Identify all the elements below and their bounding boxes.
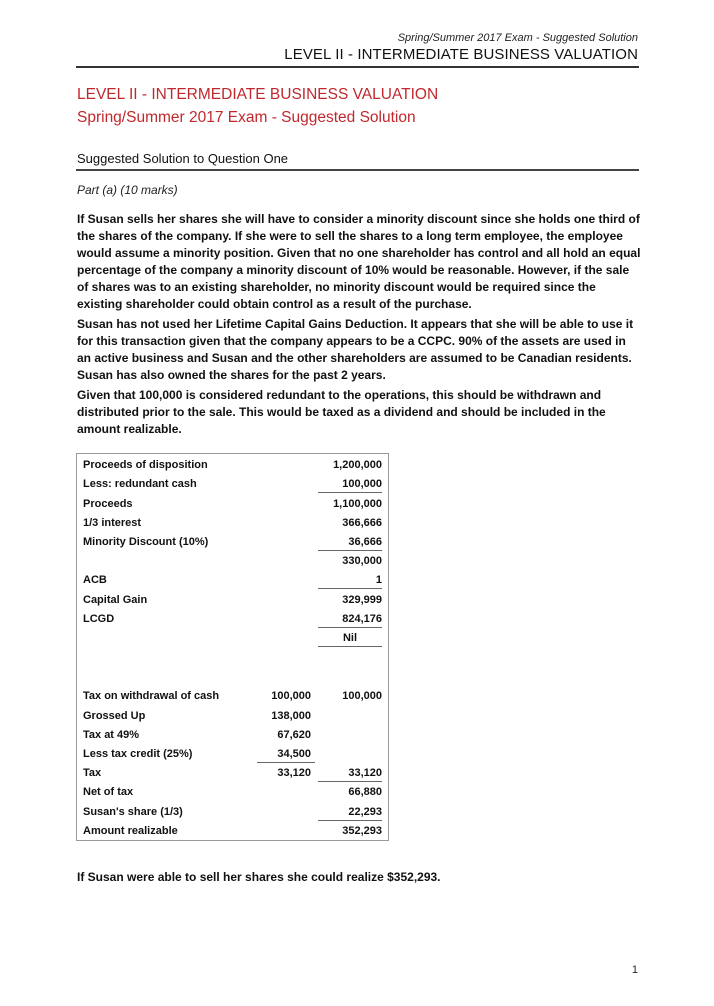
row-value: 33,120 (348, 767, 382, 779)
row-subtotal: 34,500 (277, 748, 311, 760)
question-heading: Suggested Solution to Question One (77, 151, 289, 166)
table-row (77, 474, 388, 493)
row-label: Minority Discount (10%) (83, 536, 209, 548)
row-label: 1/3 interest (83, 517, 142, 529)
row-label: Less tax credit (25%) (83, 748, 193, 760)
table-row (77, 570, 388, 589)
document-subtitle: Spring/Summer 2017 Exam - Suggested Solution (77, 109, 416, 126)
row-subtotal: 100,000 (271, 690, 311, 702)
row-label: Tax on withdrawal of cash (83, 690, 220, 702)
table-row (77, 744, 388, 763)
row-label: Net of tax (83, 786, 134, 798)
row-value: 1,200,000 (333, 459, 382, 471)
conclusion: If Susan were able to sell her shares she could realize $352,293. (77, 870, 441, 884)
question-divider (76, 169, 639, 171)
table-row (77, 494, 388, 513)
table-row (77, 590, 388, 609)
header-subtitle: Spring/Summer 2017 Exam - Suggested Solution (397, 32, 638, 44)
row-label: Capital Gain (83, 594, 148, 606)
row-subtotal: 33,120 (277, 767, 311, 779)
row-label: ACB (83, 574, 107, 586)
calculation-table (76, 453, 389, 841)
header-divider (76, 66, 639, 68)
underline (318, 646, 382, 647)
row-value: 22,293 (348, 806, 382, 818)
row-label: LCGD (83, 613, 115, 625)
table-row (77, 706, 388, 725)
paragraph-lcgd: Susan has not used her Lifetime Capital Gains Deduction. It appears that she will be able to use it for this transaction given that the company appears to be a CCPC. 90% of the assets are used in an active business and Susan and the other shareholders are assumed to be Canadian residents. Susan has also owned the shares for the past 2 years. (77, 317, 634, 382)
table-row (77, 802, 388, 821)
table-row (77, 821, 388, 840)
row-label: Less: redundant cash (83, 478, 197, 490)
document-title: LEVEL II - INTERMEDIATE BUSINESS VALUATION (77, 86, 439, 103)
underline (318, 588, 382, 589)
row-label: Tax at 49% (83, 729, 140, 741)
table-row (77, 455, 388, 474)
table-row (77, 686, 388, 705)
row-value: 1,100,000 (333, 498, 382, 510)
table-row (77, 628, 388, 647)
row-value: Nil (342, 632, 358, 644)
row-value: 330,000 (342, 555, 382, 567)
part-label: Part (a) (10 marks) (77, 183, 178, 197)
row-value: 1 (375, 574, 382, 586)
row-subtotal: 67,620 (277, 729, 311, 741)
row-label: Proceeds (83, 498, 133, 510)
table-row (77, 725, 388, 744)
paragraph-redundant-cash: Given that 100,000 is considered redundant to the operations, this should be withdrawn and distributed prior to the sale. This would be taxed as a dividend and should be included in the amount realizable. (77, 388, 606, 436)
row-label: Amount realizable (83, 825, 178, 837)
table-row (77, 532, 388, 551)
row-subtotal: 138,000 (271, 710, 311, 722)
row-label: Susan's share (1/3) (83, 806, 183, 818)
row-value: 100,000 (342, 690, 382, 702)
row-value: 366,666 (342, 517, 382, 529)
row-value: 100,000 (342, 478, 382, 490)
table-row (77, 513, 388, 532)
row-value: 824,176 (342, 613, 382, 625)
header-title: LEVEL II - INTERMEDIATE BUSINESS VALUATION (284, 46, 638, 63)
underline (318, 492, 382, 493)
row-value: 66,880 (348, 786, 382, 798)
row-value: 36,666 (348, 536, 382, 548)
row-label: Proceeds of disposition (83, 459, 208, 471)
table-row (77, 609, 388, 628)
row-value: 329,999 (342, 594, 382, 606)
page-number: 1 (631, 964, 638, 976)
table-row (77, 763, 388, 782)
table-row (77, 551, 388, 570)
row-label: Grossed Up (83, 710, 146, 722)
row-value: 352,293 (342, 825, 382, 837)
paragraph-minority-discount: If Susan sells her shares she will have to consider a minority discount since she holds one third of the shares of the company. If she were to sell the shares to a long term employee, the employee would assume a minority position. Given that no one shareholder has control and all hold an equal percentage of the company a minority discount of 10% would be reasonable. However, if the sale of shares was to an existing shareholder, no minority discount would be required since the existing shareholder could obtain control as a result of the purchase. (77, 212, 641, 311)
row-label: Tax (83, 767, 102, 779)
table-row (77, 782, 388, 801)
